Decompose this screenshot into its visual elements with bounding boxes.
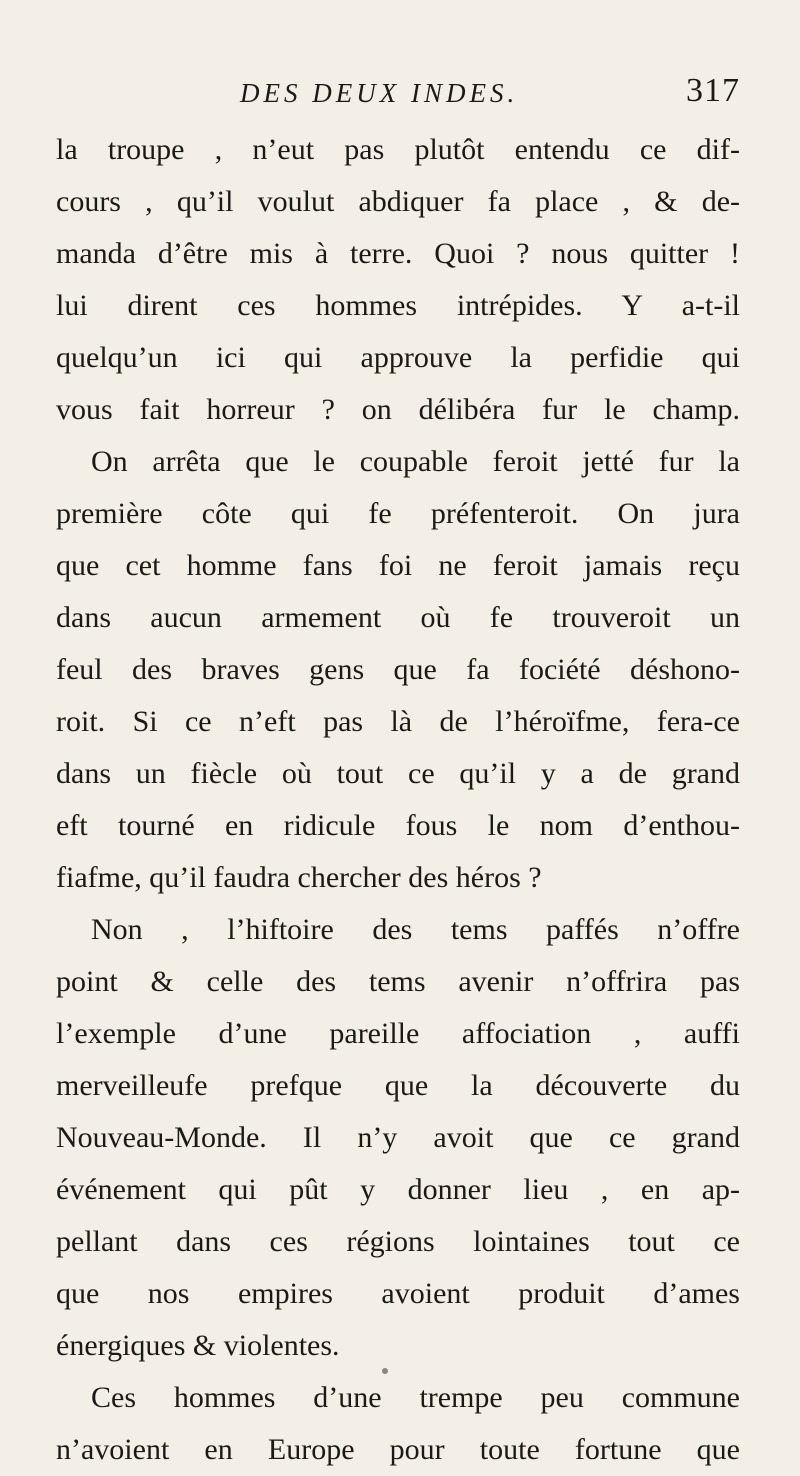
text-line: fiafme, qu’il faudra chercher des héros ? [56,861,542,894]
text-line: merveilleufe prefque que la découverte du [56,1069,740,1102]
text-line: lui dirent ces hommes intrépides. Y a-t-il [56,289,740,322]
text-line: que cet homme fans foi ne feroit jamais reçu [56,549,740,582]
text-line: que nos empires avoient produit d’ames [56,1277,740,1310]
text-line: vous fait horreur ? on délibéra fur le champ. [56,393,740,426]
page-header [240,72,740,118]
text-line: Ces hommes d’une trempe peu commune [91,1381,740,1414]
running-head: DES DEUX INDES. [240,78,519,108]
text-line: point & celle des tems avenir n’offrira pas [56,965,740,998]
text-line: feul des braves gens que fa fociété déshono- [56,653,740,686]
text-line: quelqu’un ici qui approuve la perfidie qui [56,341,740,374]
text-line: cours , qu’il voulut abdiquer fa place , & de- [56,185,740,218]
text-line: On arrêta que le coupable feroit jetté fur la [91,445,740,478]
text-line: roit. Si ce n’eft pas là de l’héroïfme, fera-ce [56,705,740,738]
text-line: n’avoient en Europe pour toute fortune que [56,1433,740,1466]
text-line: dans un fiècle où tout ce qu’il y a de grand [56,757,740,790]
text-line: manda d’être mis à terre. Quoi ? nous quitter ! [56,237,740,270]
text-line: événement qui pût y donner lieu , en ap- [56,1173,740,1206]
text-line: dans aucun armement où fe trouveroit un [56,601,740,634]
text-line: l’exemple d’une pareille affociation , auffi [56,1017,740,1050]
text-line: la troupe , n’eut pas plutôt entendu ce dif- [56,133,740,166]
page-number: 317 [686,72,740,109]
text-line: première côte qui fe préfenteroit. On jura [56,497,740,530]
text-line: énergiques & violentes. [56,1329,340,1362]
ink-speck [382,1368,388,1374]
text-line: Nouveau-Monde. Il n’y avoit que ce grand [56,1121,740,1154]
text-line: eft tourné en ridicule fous le nom d’enthou- [56,809,740,842]
text-line: pellant dans ces régions lointaines tout ce [56,1225,740,1258]
text-line: Non , l’hiftoire des tems paffés n’offre [91,913,740,946]
body-text [56,124,740,1476]
